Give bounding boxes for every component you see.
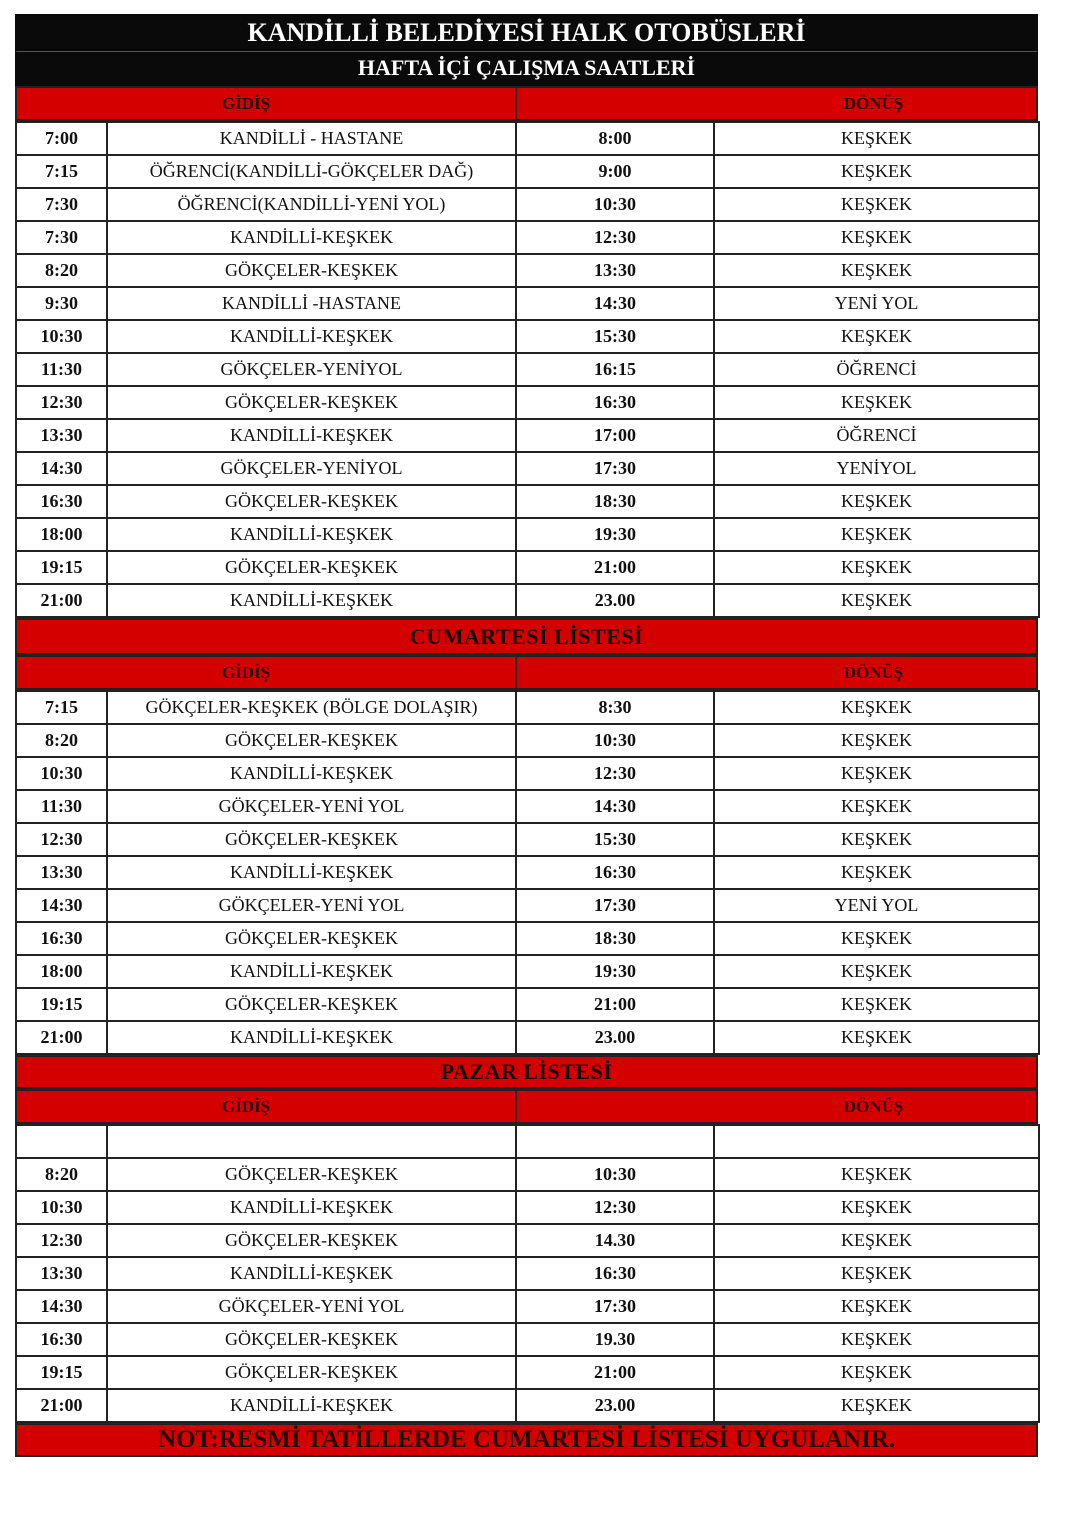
table-row: [16, 419, 1039, 452]
return-time: 18:30: [516, 485, 714, 518]
table-row: [16, 254, 1039, 287]
return-time: 17:30: [516, 452, 714, 485]
departure-time: 11:30: [16, 790, 107, 823]
departure-route: KANDİLLİ-KEŞKEK: [107, 1021, 516, 1054]
return-time: 10:30: [516, 724, 714, 757]
return-time: 17:30: [516, 889, 714, 922]
return-column-label: DÖNÜŞ: [843, 1096, 904, 1116]
departure-route: KANDİLLİ-KEŞKEK: [107, 221, 516, 254]
saturday-heading: CUMARTESİ LİSTESİ: [15, 618, 1038, 655]
return-time: 12:30: [516, 757, 714, 790]
return-route: KEŞKEK: [714, 551, 1039, 584]
return-time: 13:30: [516, 254, 714, 287]
table-row: [16, 922, 1039, 955]
return-time: 19:30: [516, 518, 714, 551]
return-route: KEŞKEK: [714, 955, 1039, 988]
return-route: KEŞKEK: [714, 922, 1039, 955]
return-route: [714, 1125, 1039, 1158]
sunday-table: [15, 1124, 1040, 1423]
return-time: 16:30: [516, 856, 714, 889]
departure-time: 7:30: [16, 221, 107, 254]
departure-column-label: GİDİŞ: [17, 657, 517, 688]
return-time: 16:30: [516, 386, 714, 419]
return-time: 23.00: [516, 584, 714, 617]
table-row: [16, 1224, 1039, 1257]
return-route: KEŞKEK: [714, 1323, 1039, 1356]
return-route: KEŞKEK: [714, 221, 1039, 254]
return-route: KEŞKEK: [714, 856, 1039, 889]
table-row: [16, 1191, 1039, 1224]
return-time: 21:00: [516, 551, 714, 584]
return-route: KEŞKEK: [714, 1356, 1039, 1389]
table-row: [16, 584, 1039, 617]
table-row: [16, 551, 1039, 584]
departure-route: GÖKÇELER-YENİYOL: [107, 353, 516, 386]
departure-time: [16, 1125, 107, 1158]
table-row: [16, 1356, 1039, 1389]
table-row: [16, 1021, 1039, 1054]
return-route: KEŞKEK: [714, 1158, 1039, 1191]
return-time: 16:30: [516, 1257, 714, 1290]
departure-time: 14:30: [16, 1290, 107, 1323]
departure-time: 21:00: [16, 1021, 107, 1054]
departure-time: 12:30: [16, 1224, 107, 1257]
table-row: [16, 889, 1039, 922]
return-time: 12:30: [516, 221, 714, 254]
return-route: KEŞKEK: [714, 584, 1039, 617]
sunday-column-header: [15, 1089, 1038, 1124]
departure-route: KANDİLLİ-KEŞKEK: [107, 757, 516, 790]
departure-time: 19:15: [16, 988, 107, 1021]
return-column-label: DÖNÜŞ: [843, 662, 904, 682]
departure-route: GÖKÇELER-KEŞKEK: [107, 823, 516, 856]
departure-time: 21:00: [16, 1389, 107, 1422]
departure-time: 18:00: [16, 518, 107, 551]
departure-route: GÖKÇELER-YENİYOL: [107, 452, 516, 485]
return-time: 19.30: [516, 1323, 714, 1356]
departure-route: GÖKÇELER-KEŞKEK: [107, 485, 516, 518]
return-time: 21:00: [516, 988, 714, 1021]
departure-time: 12:30: [16, 823, 107, 856]
table-row: [16, 353, 1039, 386]
return-time: 23.00: [516, 1389, 714, 1422]
departure-time: 21:00: [16, 584, 107, 617]
return-route: KEŞKEK: [714, 386, 1039, 419]
departure-route: KANDİLLİ-KEŞKEK: [107, 856, 516, 889]
table-row: [16, 790, 1039, 823]
departure-time: 10:30: [16, 1191, 107, 1224]
departure-route: KANDİLLİ-KEŞKEK: [107, 518, 516, 551]
return-route: KEŞKEK: [714, 757, 1039, 790]
return-time: 9:00: [516, 155, 714, 188]
return-route: KEŞKEK: [714, 320, 1039, 353]
return-time: 12:30: [516, 1191, 714, 1224]
table-row: [16, 386, 1039, 419]
return-route: KEŞKEK: [714, 790, 1039, 823]
departure-column-label: GİDİŞ: [17, 1091, 517, 1122]
return-route: KEŞKEK: [714, 823, 1039, 856]
departure-route: KANDİLLİ-KEŞKEK: [107, 1257, 516, 1290]
departure-time: 7:30: [16, 188, 107, 221]
departure-route: GÖKÇELER-KEŞKEK: [107, 1158, 516, 1191]
departure-route: GÖKÇELER-KEŞKEK: [107, 922, 516, 955]
return-route: KEŞKEK: [714, 724, 1039, 757]
return-route: ÖĞRENCİ: [714, 419, 1039, 452]
return-time: 14:30: [516, 287, 714, 320]
return-route: KEŞKEK: [714, 1257, 1039, 1290]
return-route: KEŞKEK: [714, 155, 1039, 188]
saturday-column-header: [15, 655, 1038, 690]
departure-route: KANDİLLİ-KEŞKEK: [107, 320, 516, 353]
departure-time: 8:20: [16, 1158, 107, 1191]
weekday-table: [15, 121, 1040, 618]
departure-time: 8:20: [16, 254, 107, 287]
departure-time: 10:30: [16, 320, 107, 353]
return-route: YENİ YOL: [714, 889, 1039, 922]
table-row: [16, 1257, 1039, 1290]
table-row: [16, 1158, 1039, 1191]
table-row: [16, 724, 1039, 757]
table-row: [16, 287, 1039, 320]
footer-note: NOT:RESMİ TATİLLERDE CUMARTESİ LİSTESİ UYGULANIR.: [15, 1423, 1038, 1457]
departure-route: GÖKÇELER-KEŞKEK: [107, 551, 516, 584]
return-route: KEŞKEK: [714, 1389, 1039, 1422]
return-time: 8:30: [516, 691, 714, 724]
table-row: [16, 1125, 1039, 1158]
departure-route: GÖKÇELER-KEŞKEK: [107, 724, 516, 757]
return-time: 15:30: [516, 320, 714, 353]
page-title: KANDİLLİ BELEDİYESİ HALK OTOBÜSLERİ: [15, 14, 1038, 51]
return-time: 23.00: [516, 1021, 714, 1054]
return-time: 14:30: [516, 790, 714, 823]
return-time: 10:30: [516, 1158, 714, 1191]
departure-route: GÖKÇELER-KEŞKEK: [107, 1224, 516, 1257]
departure-route: GÖKÇELER-YENİ YOL: [107, 1290, 516, 1323]
departure-route: GÖKÇELER-YENİ YOL: [107, 790, 516, 823]
departure-time: 16:30: [16, 922, 107, 955]
sunday-heading: PAZAR LİSTESİ: [15, 1055, 1038, 1089]
departure-route: KANDİLLİ - HASTANE: [107, 122, 516, 155]
departure-time: 12:30: [16, 386, 107, 419]
table-row: [16, 155, 1039, 188]
departure-route: GÖKÇELER-KEŞKEK: [107, 254, 516, 287]
table-row: [16, 856, 1039, 889]
return-route: KEŞKEK: [714, 518, 1039, 551]
return-column-label: DÖNÜŞ: [843, 93, 904, 113]
departure-route: GÖKÇELER-YENİ YOL: [107, 889, 516, 922]
departure-time: 13:30: [16, 856, 107, 889]
schedule-sheet: [15, 14, 1038, 1457]
departure-column-label: GİDİŞ: [17, 88, 517, 119]
return-time: 21:00: [516, 1356, 714, 1389]
departure-time: 9:30: [16, 287, 107, 320]
return-route: ÖĞRENCİ: [714, 353, 1039, 386]
return-time: 15:30: [516, 823, 714, 856]
departure-time: 16:30: [16, 1323, 107, 1356]
departure-time: 14:30: [16, 889, 107, 922]
return-route: YENİ YOL: [714, 287, 1039, 320]
departure-route: KANDİLLİ-KEŞKEK: [107, 419, 516, 452]
return-time: [516, 1125, 714, 1158]
table-row: [16, 122, 1039, 155]
weekday-column-header: [15, 86, 1038, 121]
return-route: YENİYOL: [714, 452, 1039, 485]
return-time: 17:30: [516, 1290, 714, 1323]
departure-route: ÖĞRENCİ(KANDİLLİ-GÖKÇELER DAĞ): [107, 155, 516, 188]
table-row: [16, 988, 1039, 1021]
weekday-heading: HAFTA İÇİ ÇALIŞMA SAATLERİ: [15, 51, 1038, 86]
departure-time: 7:15: [16, 691, 107, 724]
return-time: 10:30: [516, 188, 714, 221]
return-time: 18:30: [516, 922, 714, 955]
departure-time: 19:15: [16, 1356, 107, 1389]
departure-time: 14:30: [16, 452, 107, 485]
return-route: KEŞKEK: [714, 1290, 1039, 1323]
departure-time: 7:00: [16, 122, 107, 155]
departure-route: [107, 1125, 516, 1158]
departure-time: 13:30: [16, 419, 107, 452]
table-row: [16, 518, 1039, 551]
departure-time: 13:30: [16, 1257, 107, 1290]
return-route: KEŞKEK: [714, 485, 1039, 518]
departure-time: 10:30: [16, 757, 107, 790]
table-row: [16, 221, 1039, 254]
departure-route: KANDİLLİ-KEŞKEK: [107, 1191, 516, 1224]
return-route: KEŞKEK: [714, 988, 1039, 1021]
departure-route: GÖKÇELER-KEŞKEK: [107, 1356, 516, 1389]
departure-time: 16:30: [16, 485, 107, 518]
departure-route: GÖKÇELER-KEŞKEK (BÖLGE DOLAŞIR): [107, 691, 516, 724]
table-row: [16, 955, 1039, 988]
return-route: KEŞKEK: [714, 1021, 1039, 1054]
table-row: [16, 188, 1039, 221]
departure-route: KANDİLLİ-KEŞKEK: [107, 1389, 516, 1422]
return-route: KEŞKEK: [714, 254, 1039, 287]
table-row: [16, 1389, 1039, 1422]
return-time: 17:00: [516, 419, 714, 452]
table-row: [16, 823, 1039, 856]
table-row: [16, 1323, 1039, 1356]
return-time: 14.30: [516, 1224, 714, 1257]
departure-route: KANDİLLİ-KEŞKEK: [107, 584, 516, 617]
departure-route: KANDİLLİ-KEŞKEK: [107, 955, 516, 988]
table-row: [16, 757, 1039, 790]
table-row: [16, 452, 1039, 485]
return-time: 8:00: [516, 122, 714, 155]
table-row: [16, 485, 1039, 518]
return-time: 19:30: [516, 955, 714, 988]
departure-route: GÖKÇELER-KEŞKEK: [107, 1323, 516, 1356]
table-row: [16, 691, 1039, 724]
table-row: [16, 1290, 1039, 1323]
return-route: KEŞKEK: [714, 188, 1039, 221]
departure-time: 18:00: [16, 955, 107, 988]
return-time: 16:15: [516, 353, 714, 386]
return-route: KEŞKEK: [714, 1191, 1039, 1224]
departure-route: GÖKÇELER-KEŞKEK: [107, 386, 516, 419]
table-row: [16, 320, 1039, 353]
departure-route: KANDİLLİ -HASTANE: [107, 287, 516, 320]
departure-time: 7:15: [16, 155, 107, 188]
return-route: KEŞKEK: [714, 122, 1039, 155]
return-route: KEŞKEK: [714, 1224, 1039, 1257]
departure-time: 19:15: [16, 551, 107, 584]
saturday-table: [15, 690, 1040, 1055]
departure-time: 8:20: [16, 724, 107, 757]
departure-time: 11:30: [16, 353, 107, 386]
departure-route: ÖĞRENCİ(KANDİLLİ-YENİ YOL): [107, 188, 516, 221]
departure-route: GÖKÇELER-KEŞKEK: [107, 988, 516, 1021]
return-route: KEŞKEK: [714, 691, 1039, 724]
